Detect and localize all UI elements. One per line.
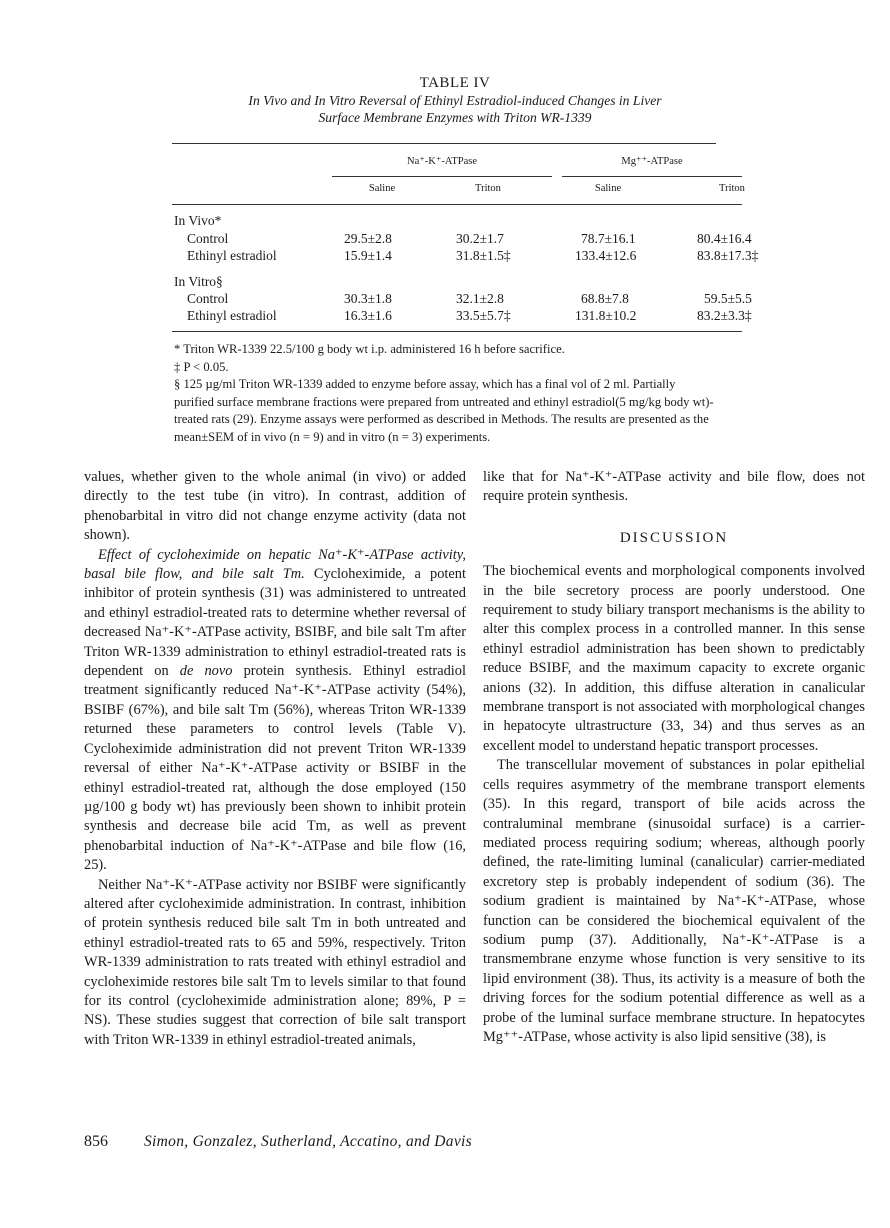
table-title-line-2: Surface Membrane Enzymes with Triton WR-1339 xyxy=(318,110,592,125)
row-label: Ethinyl estradiol xyxy=(187,248,277,263)
paragraph: The transcellular movement of substances in polar epithelial cells requires asymmetry of the membrane transport elements (35). In this regard, transport of bile acids across the contraluminal membrane (sinusoidal surface) is a carrier-mediated process requiring sodium; whereas, although poorly defined, the rate-limiting luminal (canalicular) carrier-mediated excretory step is probably independent of sodium (36). The sodium gradient is maintained by Na⁺-K⁺-ATPase, whose function can be considered the biochemical equivalent of the sodium pump (37). Additionally, Na⁺-K⁺-ATPase is a transmembrane enzyme whose function is very sensitive to its lipid environment (38). Thus, its activity is a measure of both the driving forces for the sodium potential difference as well as a probe of the luminal surface membrane structure. In hepatocytes Mg⁺⁺-ATPase, whose activity is also lipid sensitive (38), is xyxy=(483,757,865,1045)
paragraph: The biochemical events and morphological components involved in the bile secretory process are poorly understood. One requirement to study biliary transport mechanisms is the ability to alter this complex process in a controlled manner. In this sense ethinyl estradiol administration has been shown to predictably reduce BSIBF, and the maximum capacity to excrete organic anions (32). In addition, this diffuse alteration in canalicular membrane transport is not associated with morphological changes in hepatocyte ultrastructure (33, 34) and thus serves as an excellent model to understand hepatic transport processes. xyxy=(483,563,865,754)
sub-header-saline-1: Saline xyxy=(368,183,396,194)
table-cell: 15.9±1.4 xyxy=(344,248,392,263)
paragraph: like that for Na⁺-K⁺-ATPase activity and bile flow, does not require protein synthesis. xyxy=(483,469,865,505)
section-heading: DISCUSSION xyxy=(619,529,729,546)
italic-text: de novo xyxy=(179,663,233,680)
table-cell: 68.8±7.8 xyxy=(581,291,629,306)
paragraph xyxy=(84,546,466,876)
page-number: 856 xyxy=(84,1133,108,1150)
left-column xyxy=(84,468,466,1050)
table-cell: 78.7±16.1 xyxy=(581,231,636,246)
section-label-in-vitro: In Vitro§ xyxy=(174,274,223,289)
subsection-heading: Effect of cycloheximide on hepatic Na⁺-K⁺-ATPase activity, basal bile flow, and bile salt Tm. xyxy=(84,546,466,583)
section-label-in-vivo: In Vivo* xyxy=(174,213,222,228)
table-bottom-rule xyxy=(172,331,742,332)
table-cell: 31.8±1.5‡ xyxy=(456,248,511,263)
table-cell: 30.3±1.8 xyxy=(344,291,392,306)
paragraph: Neither Na⁺-K⁺-ATPase activity nor BSIBF were significantly altered after cycloheximide administration. In contrast, inhibition of protein synthesis reduced bile salt Tm in both untreated and ethinyl estradiol-treated rats to 65 and 59%, respectively. Triton WR-1339 administration to rats treated with ethinyl estradiol and cycloheximide restores bile salt Tm to levels similar to that found for its control (cycloheximide administration alone; 89%, P = NS). These studies suggest that correction of bile salt transport with Triton WR-1339 in ethinyl estradiol-treated animals, xyxy=(84,876,466,1048)
table-cell: 133.4±12.6 xyxy=(575,248,637,263)
sub-header-saline-2: Saline xyxy=(594,183,622,194)
row-label: Control xyxy=(187,231,229,246)
table-cell: 83.2±3.3‡ xyxy=(697,308,752,323)
paragraph-text: protein synthesis. Ethinyl estradiol treatment significantly reduced Na⁺-K⁺-ATPase activity (54%), BSIBF (67%), and bile salt Tm (56%), whereas Triton WR-1339 returned these parameters to control levels (Table V). Cycloheximide administration did not prevent Triton WR-1339 reversal of either Na⁺-K⁺-ATPase activity or BSIBF in the ethinyl estradiol-treated rat, although the dose employed (150 µg/100 g body wt) has previously been shown to inhibit protein synthesis and decrease bile acid Tm, as well as prevent phenobarbital induction of Na⁺-K⁺-ATPase and bile flow (16, 25). xyxy=(84,663,467,874)
table-top-rule xyxy=(172,143,716,144)
sub-header-triton-1: Triton xyxy=(475,183,501,194)
table-cell: 80.4±16.4 xyxy=(697,231,752,246)
table-footnotes xyxy=(174,341,714,447)
table-cell: 32.1±2.8 xyxy=(456,291,504,306)
group-header-mg-atpase: Mg⁺⁺-ATPase xyxy=(621,156,683,167)
row-label: Ethinyl estradiol xyxy=(187,308,277,323)
table-cell: 131.8±10.2 xyxy=(575,308,637,323)
table-title-line-1: In Vivo and In Vitro Reversal of Ethinyl Estradiol-induced Changes in Liver xyxy=(248,93,662,108)
right-column xyxy=(483,468,865,1047)
row-label: Control xyxy=(187,291,229,306)
paragraph: values, whether given to the whole animal (in vivo) or added directly to the test tube (in vitro). In contrast, addition of phenobarbital in vitro did not change enzyme activity (data not shown). xyxy=(84,469,466,544)
header-bottom-rule xyxy=(172,204,742,205)
table-cell: 33.5±5.7‡ xyxy=(456,308,511,323)
paragraph-text: Cycloheximide, a potent inhibitor of protein synthesis (31) was administered to untreated and ethinyl estradiol-treated rats to determine whether reversal of decreased Na⁺-K⁺-ATPase activity, BSIBF, and bile salt Tm after Triton WR-1339 administration to ethinyl estradiol-treated rats is dependent on xyxy=(84,566,466,680)
group-header-na-k-atpase: Na⁺-K⁺-ATPase xyxy=(407,156,477,167)
table-cell: 59.5±5.5 xyxy=(704,291,752,306)
sub-header-triton-2: Triton xyxy=(719,183,745,194)
table-number: TABLE IV xyxy=(419,75,491,91)
table-cell: 83.8±17.3‡ xyxy=(697,248,759,263)
table-cell: 30.2±1.7 xyxy=(456,231,504,246)
table-cell: 16.3±1.6 xyxy=(344,308,392,323)
running-authors: Simon, Gonzalez, Sutherland, Accatino, and Davis xyxy=(144,1133,472,1150)
footnote: § 125 µg/ml Triton WR-1339 added to enzyme before assay, which has a final vol of 2 ml. Partially purified surface membrane fractions were prepared from untreated and ethinyl estradiol(5 mg/kg body wt)-treated rats (29). Enzyme assays were performed as described in Methods. The results are presented as the mean±SEM of in vivo (n = 9) and in vitro (n = 3) experiments. xyxy=(174,377,714,444)
footnote: * Triton WR-1339 22.5/100 g body wt i.p. administered 16 h before sacrifice. xyxy=(174,342,565,356)
table-cell: 29.5±2.8 xyxy=(344,231,392,246)
group-rule-na-k xyxy=(332,176,552,177)
table-caption xyxy=(160,74,750,126)
footnote: ‡ P < 0.05. xyxy=(174,359,229,374)
group-rule-mg xyxy=(562,176,742,177)
page-footer xyxy=(84,1133,472,1151)
